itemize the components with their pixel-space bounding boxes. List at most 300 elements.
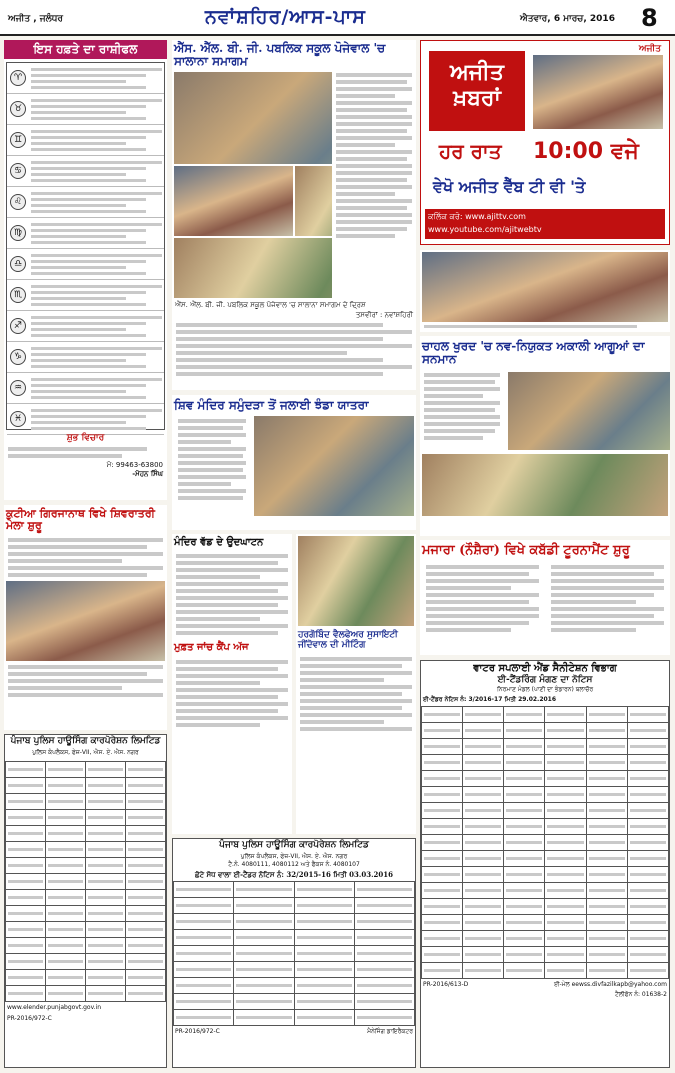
table-cell (504, 802, 545, 818)
tender-row (422, 722, 669, 738)
table-cell (294, 1009, 354, 1025)
table-cell (354, 945, 414, 961)
tender-row (422, 898, 669, 914)
zodiac-sign-icon: ♐ (10, 318, 26, 334)
tender-row (422, 818, 669, 834)
table-cell (545, 738, 586, 754)
table-cell (234, 881, 294, 897)
table-cell (586, 770, 627, 786)
table-cell (422, 722, 463, 738)
tender-row (174, 977, 415, 993)
table-cell (545, 850, 586, 866)
table-cell (126, 905, 166, 921)
zodiac-sign-icon: ♑ (10, 349, 26, 365)
table-cell (294, 977, 354, 993)
table-cell (174, 945, 234, 961)
zodiac-sign-icon: ♉ (10, 101, 26, 117)
table-cell (354, 929, 414, 945)
tender-row (6, 873, 166, 889)
tender-row (422, 770, 669, 786)
table-cell (463, 930, 504, 946)
table-cell (504, 754, 545, 770)
table-cell (46, 953, 86, 969)
table-cell (354, 881, 414, 897)
society-photo (298, 536, 414, 626)
water-tender (420, 660, 670, 1068)
table-cell (6, 985, 46, 1001)
table-cell (86, 857, 126, 873)
ad-watch-line: ਵੇਖੋ ਅਜੀਤ ਵੈੱਬ ਟੀ ਵੀ 'ਤੇ (433, 177, 586, 196)
tender-row (6, 905, 166, 921)
punsup-mid-notice: ਛੋਟੇ ਸੋਧ ਵਾਲਾ ਈ-ਟੈਂਡਰ ਨੋਟਿਸ ਨੰ: 32/2015-16 ਮਿਤੀ 03.03.2016 (195, 869, 393, 879)
water-table (421, 706, 669, 979)
table-cell (86, 969, 126, 985)
tender-row (422, 754, 669, 770)
table-cell (627, 738, 668, 754)
table-cell (627, 706, 668, 722)
table-cell (504, 834, 545, 850)
tender-row (6, 777, 166, 793)
table-cell (586, 818, 627, 834)
zodiac-sign-icon: ♓ (10, 411, 26, 427)
table-cell (126, 937, 166, 953)
issue-date: ਐਤਵਾਰ, 6 ਮਾਰਚ, 2016 (520, 14, 615, 24)
table-cell (586, 866, 627, 882)
school-photo-caption: ਐੱਸ. ਐੱਲ. ਬੀ. ਜੀ. ਪਬਲਿਕ ਸਕੂਲ ਪੋਜੇਵਾਲ 'ਚ ਸਾਲਾਨਾ ਸਮਾਗਮ ਦੇ ਦ੍ਰਿਸ਼ (172, 300, 416, 311)
table-cell (46, 777, 86, 793)
tender-row (422, 802, 669, 818)
table-cell (586, 722, 627, 738)
table-cell (6, 793, 46, 809)
table-cell (545, 898, 586, 914)
tender-row (6, 761, 166, 777)
table-cell (422, 946, 463, 962)
kutia-headline: ਕੁਟੀਆ ਗਿਰਜਾਨਾਥ ਵਿਖੇ ਸ਼ਿਵਰਾਤਰੀ ਮੇਲਾ ਸ਼ੁਰੂ (6, 507, 155, 533)
table-cell (586, 802, 627, 818)
table-cell (6, 841, 46, 857)
ad-youtube-link[interactable]: www.youtube.com/ajitwebtv (428, 225, 542, 234)
table-cell (627, 882, 668, 898)
table-cell (463, 882, 504, 898)
table-cell (234, 945, 294, 961)
punsup-mid-phones: ਟੈ.ਨੰ. 4080111, 4080112 ਅਤੇ ਫੈਕਸ ਨੰ. 4080107 (228, 860, 360, 868)
tender-row (174, 961, 415, 977)
society-article (296, 534, 416, 834)
table-cell (627, 818, 668, 834)
table-cell (46, 857, 86, 873)
table-cell (294, 881, 354, 897)
table-cell (46, 841, 86, 857)
table-cell (86, 873, 126, 889)
table-cell (545, 930, 586, 946)
table-cell (627, 930, 668, 946)
akali-article (420, 336, 670, 536)
table-cell (294, 929, 354, 945)
table-cell (504, 914, 545, 930)
table-cell (422, 754, 463, 770)
tender-row (6, 825, 166, 841)
table-cell (174, 977, 234, 993)
table-cell (126, 809, 166, 825)
table-cell (463, 770, 504, 786)
table-cell (234, 961, 294, 977)
table-cell (504, 738, 545, 754)
tender-row (6, 793, 166, 809)
punsup-mid-sign: ਮੈਨੇਜਿੰਗ ਡਾਇਰੈਕਟਰ (367, 1027, 413, 1035)
zodiac-sign-icon: ♌ (10, 194, 26, 210)
table-cell (504, 930, 545, 946)
table-cell (174, 897, 234, 913)
table-cell (463, 754, 504, 770)
table-cell (174, 913, 234, 929)
table-cell (586, 706, 627, 722)
horoscope-row (7, 280, 164, 311)
table-cell (174, 1009, 234, 1025)
table-cell (6, 905, 46, 921)
table-cell (294, 945, 354, 961)
page-number: 8 (641, 4, 658, 32)
horoscope-row (7, 311, 164, 342)
punsup-left-ref: PR-2016/972-C (7, 1014, 52, 1022)
tender-row (422, 946, 669, 962)
table-cell (586, 946, 627, 962)
table-cell (6, 921, 46, 937)
table-cell (504, 706, 545, 722)
table-cell (46, 937, 86, 953)
table-cell (234, 913, 294, 929)
table-cell (545, 834, 586, 850)
table-cell (174, 881, 234, 897)
table-cell (463, 786, 504, 802)
table-cell (463, 946, 504, 962)
akali-photo-2 (422, 454, 668, 516)
horoscope-row (7, 249, 164, 280)
table-cell (627, 962, 668, 978)
table-cell (46, 905, 86, 921)
table-cell (463, 850, 504, 866)
table-cell (354, 961, 414, 977)
tender-row (422, 866, 669, 882)
tender-row (6, 985, 166, 1001)
zodiac-sign-icon: ♏ (10, 287, 26, 303)
table-cell (86, 905, 126, 921)
rahon-article (172, 534, 292, 834)
water-sub2: ਨਿਰਮਾਣ ਮੰਡਲ (ਪਾਣੀ ਦਾ ਭੰਡਾਰਨ) ਬਲਾਚੌਰ (496, 685, 594, 693)
newspaper-edition: ਅਜੀਤ , ਜਲੰਧਰ (8, 14, 63, 24)
table-cell (354, 1009, 414, 1025)
tender-row (174, 1009, 415, 1025)
ad-website-link[interactable]: ਕਲਿੱਕ ਕਰੋ: www.ajittv.com (428, 212, 526, 221)
table-cell (234, 1009, 294, 1025)
table-cell (586, 882, 627, 898)
table-cell (174, 961, 234, 977)
table-cell (545, 914, 586, 930)
table-cell (126, 793, 166, 809)
table-cell (294, 897, 354, 913)
table-cell (627, 722, 668, 738)
table-cell (422, 866, 463, 882)
table-cell (86, 921, 126, 937)
table-cell (586, 962, 627, 978)
table-cell (627, 834, 668, 850)
table-cell (422, 914, 463, 930)
table-cell (422, 802, 463, 818)
table-cell (354, 977, 414, 993)
right-photo-block (420, 250, 670, 332)
table-cell (6, 825, 46, 841)
table-cell (463, 834, 504, 850)
kutia-photo (6, 581, 165, 661)
tender-row (422, 706, 669, 722)
punsup-left-title: ਪੰਜਾਬ ਪੁਲਿਸ ਹਾਊਸਿੰਗ ਕਾਰਪੋਰੇਸ਼ਨ ਲਿਮਟਿਡ (10, 736, 161, 746)
horoscope-row (7, 404, 164, 435)
table-cell (234, 897, 294, 913)
table-cell (422, 786, 463, 802)
water-title: ਵਾਟਰ ਸਪਲਾਈ ਐਂਡ ਸੈਨੀਟੇਸ਼ਨ ਵਿਭਾਗ (473, 663, 617, 674)
table-cell (126, 921, 166, 937)
table-cell (46, 889, 86, 905)
tender-row (6, 969, 166, 985)
table-cell (86, 953, 126, 969)
table-cell (504, 962, 545, 978)
table-cell (86, 889, 126, 905)
table-cell (422, 738, 463, 754)
table-cell (126, 889, 166, 905)
table-cell (126, 761, 166, 777)
zodiac-sign-icon: ♊ (10, 132, 26, 148)
ad-logo-line2: ਖ਼ਬਰਾਂ (453, 85, 501, 111)
table-cell (6, 889, 46, 905)
table-cell (627, 770, 668, 786)
horoscope-row (7, 342, 164, 373)
horoscope-column (4, 40, 167, 500)
table-cell (422, 962, 463, 978)
table-cell (504, 722, 545, 738)
table-cell (586, 930, 627, 946)
tender-row (422, 962, 669, 978)
tender-row (6, 953, 166, 969)
table-cell (586, 850, 627, 866)
table-cell (174, 929, 234, 945)
horoscope-row (7, 94, 164, 125)
akali-photo (508, 372, 670, 450)
table-cell (627, 946, 668, 962)
school-headline: ਐੱਸ. ਐੱਲ. ਬੀ. ਜੀ. ਪਬਲਿਕ ਸਕੂਲ ਪੋਜੇਵਾਲ 'ਚ ਸਾਲਾਨਾ ਸਮਾਗਮ (174, 41, 386, 69)
ad-logo (429, 51, 525, 131)
table-cell (463, 706, 504, 722)
astrologer-phone: ਮੋ: 99463-63800 (106, 461, 163, 470)
table-cell (586, 898, 627, 914)
ad-logo-line1: ਅਜੀਤ (450, 59, 504, 85)
kabaddi-headline: ਮਜਾਰਾ (ਨੌਸ਼ੈਰਾ) ਵਿਖੇ ਕਬੱਡੀ ਟੂਰਨਾਮੈਂਟ ਸ਼ੁਰੂ (422, 543, 630, 558)
table-cell (422, 930, 463, 946)
table-cell (545, 706, 586, 722)
table-cell (6, 873, 46, 889)
table-cell (46, 761, 86, 777)
society-headline: ਹਰਗੋਬਿੰਦ ਵੈਲਫੇਅਰ ਸੁਸਾਇਟੀ ਜੀਂਦੋਵਾਲ ਦੀ ਮੀਟਿੰਗ (298, 630, 398, 650)
tender-row (422, 850, 669, 866)
table-cell (6, 969, 46, 985)
table-cell (46, 985, 86, 1001)
punsup-mid-title: ਪੰਜਾਬ ਪੁਲਿਸ ਹਾਊਸਿੰਗ ਕਾਰਪੋਰੇਸ਼ਨ ਲਿਮਟਿਡ (219, 840, 369, 850)
table-cell (126, 873, 166, 889)
zodiac-sign-icon: ♒ (10, 380, 26, 396)
table-cell (126, 825, 166, 841)
right-photo (422, 252, 668, 322)
table-cell (463, 914, 504, 930)
table-cell (46, 809, 86, 825)
tender-row (6, 889, 166, 905)
table-cell (294, 993, 354, 1009)
tender-row (174, 897, 415, 913)
table-cell (627, 914, 668, 930)
tender-row (6, 841, 166, 857)
table-cell (422, 834, 463, 850)
ad-links-bar (425, 209, 665, 239)
table-cell (86, 809, 126, 825)
tender-row (174, 881, 415, 897)
table-cell (545, 722, 586, 738)
table-cell (86, 985, 126, 1001)
table-cell (627, 802, 668, 818)
akali-headline: ਚਾਹਲ ਖੁਰਦ 'ਚ ਨਵ-ਨਿਯੁਕਤ ਅਕਾਲੀ ਆਗੂਆਂ ਦਾ ਸਨਮਾਨ (422, 339, 645, 367)
punsup-left-sub: ਪੁਲਿਸ ਕੰਪਲੈਕਸ, ਫੇਜ਼-VII, ਐਸ. ਏ. ਐਸ. ਨਗਰ (32, 748, 139, 756)
water-notice: ਈ-ਟੈਂਡਰ ਨੋਟਿਸ ਨੰ: 3/2016-17 ਮਿਤੀ 29.02.2016 (423, 695, 557, 703)
table-cell (586, 754, 627, 770)
kutia-article (4, 505, 167, 730)
table-cell (126, 777, 166, 793)
table-cell (86, 761, 126, 777)
camp-headline: ਮੁਫ਼ਤ ਜਾਂਚ ਕੈਂਪ ਅੱਜ (174, 642, 249, 653)
table-cell (294, 913, 354, 929)
table-cell (86, 777, 126, 793)
tender-row (6, 857, 166, 873)
table-cell (504, 882, 545, 898)
horoscope-title: ਇਸ ਹਫ਼ਤੇ ਦਾ ਰਾਸ਼ੀਫਲ (4, 40, 167, 59)
punsup-left-footer[interactable]: www.elender.punjabgovt.gov.in (7, 1003, 102, 1011)
horoscope-row (7, 373, 164, 404)
table-cell (504, 946, 545, 962)
table-cell (6, 777, 46, 793)
zodiac-sign-icon: ♈ (10, 70, 26, 86)
table-cell (545, 866, 586, 882)
table-cell (354, 993, 414, 1009)
table-cell (504, 770, 545, 786)
ad-time: 10:00 ਵਜੇ (533, 139, 639, 164)
table-cell (422, 850, 463, 866)
table-cell (545, 882, 586, 898)
table-cell (234, 977, 294, 993)
tender-row (6, 921, 166, 937)
table-cell (6, 809, 46, 825)
quote-label: ਸ਼ੁਭ ਵਿਚਾਰ (66, 433, 105, 444)
school-photo-2 (174, 166, 293, 236)
table-cell (86, 937, 126, 953)
table-cell (463, 962, 504, 978)
table-cell (46, 825, 86, 841)
water-sub: ਈ-ਟੈਂਡਰਿੰਗ ਮੰਗਣ ਦਾ ਨੋਟਿਸ (497, 675, 593, 685)
water-ref: PR-2016/613-D (423, 980, 469, 988)
school-photo-byline: ਤਸਵੀਰਾਂ : ਨਵਾਂਸ਼ਹਿਰੀ (172, 311, 416, 320)
table-cell (6, 953, 46, 969)
table-cell (627, 850, 668, 866)
table-cell (545, 754, 586, 770)
ad-photo (533, 55, 663, 129)
table-cell (422, 770, 463, 786)
table-cell (627, 866, 668, 882)
table-cell (86, 825, 126, 841)
table-cell (504, 786, 545, 802)
punsup-tender-mid (172, 838, 416, 1068)
tender-row (422, 882, 669, 898)
table-cell (586, 738, 627, 754)
table-cell (126, 857, 166, 873)
ad-time-label: ਹਰ ਰਾਤ (439, 139, 502, 163)
table-cell (545, 770, 586, 786)
horoscope-list (6, 62, 165, 430)
tender-row (174, 929, 415, 945)
school-article-text (332, 70, 416, 300)
table-cell (86, 841, 126, 857)
table-cell (545, 802, 586, 818)
table-cell (463, 802, 504, 818)
table-cell (463, 866, 504, 882)
table-cell (354, 913, 414, 929)
table-cell (6, 761, 46, 777)
horoscope-row (7, 187, 164, 218)
table-cell (46, 969, 86, 985)
table-cell (354, 897, 414, 913)
table-cell (586, 834, 627, 850)
water-phone: ਟੈਲੀਫੋਨ ਨੰ: 01638-2 (614, 990, 667, 998)
table-cell (422, 818, 463, 834)
punsup-tender-left (4, 734, 167, 1068)
punsup-left-table (5, 761, 166, 1002)
horoscope-row (7, 125, 164, 156)
table-cell (586, 914, 627, 930)
table-cell (504, 818, 545, 834)
table-cell (463, 722, 504, 738)
table-cell (545, 786, 586, 802)
kabaddi-article (420, 540, 670, 655)
horoscope-row (7, 218, 164, 249)
tender-row (422, 914, 669, 930)
punsup-mid-table (173, 881, 415, 1026)
tender-row (422, 834, 669, 850)
table-cell (126, 953, 166, 969)
zodiac-sign-icon: ♋ (10, 163, 26, 179)
ad-brand-top: ਅਜੀਤ (638, 44, 661, 54)
table-cell (627, 898, 668, 914)
table-cell (463, 898, 504, 914)
table-cell (294, 961, 354, 977)
table-cell (174, 993, 234, 1009)
table-cell (504, 898, 545, 914)
tender-row (422, 738, 669, 754)
table-cell (627, 786, 668, 802)
water-email: ਈ-ਮੇਲ eewss.divfazilkapb@yahoo.com (553, 980, 667, 988)
ajit-news-ad (420, 40, 670, 245)
zodiac-sign-icon: ♍ (10, 225, 26, 241)
shiv-headline: ਸ਼ਿਵ ਮੰਦਿਰ ਸਮੁੰਦੜਾ ਤੋਂ ਜਲਾਈ ਝੰਡਾ ਯਾਤਰਾ (174, 398, 369, 412)
table-cell (6, 937, 46, 953)
horoscope-row (7, 156, 164, 187)
tender-row (6, 937, 166, 953)
table-cell (422, 706, 463, 722)
rahon-headline: ਮੰਦਿਰ ਵੱਡ ਦੇ ਉਦਘਾਟਨ (174, 537, 264, 548)
shiv-article (172, 395, 416, 530)
section-title: ਨਵਾਂਸ਼ਹਿਰ/ਆਸ-ਪਾਸ (205, 6, 366, 28)
